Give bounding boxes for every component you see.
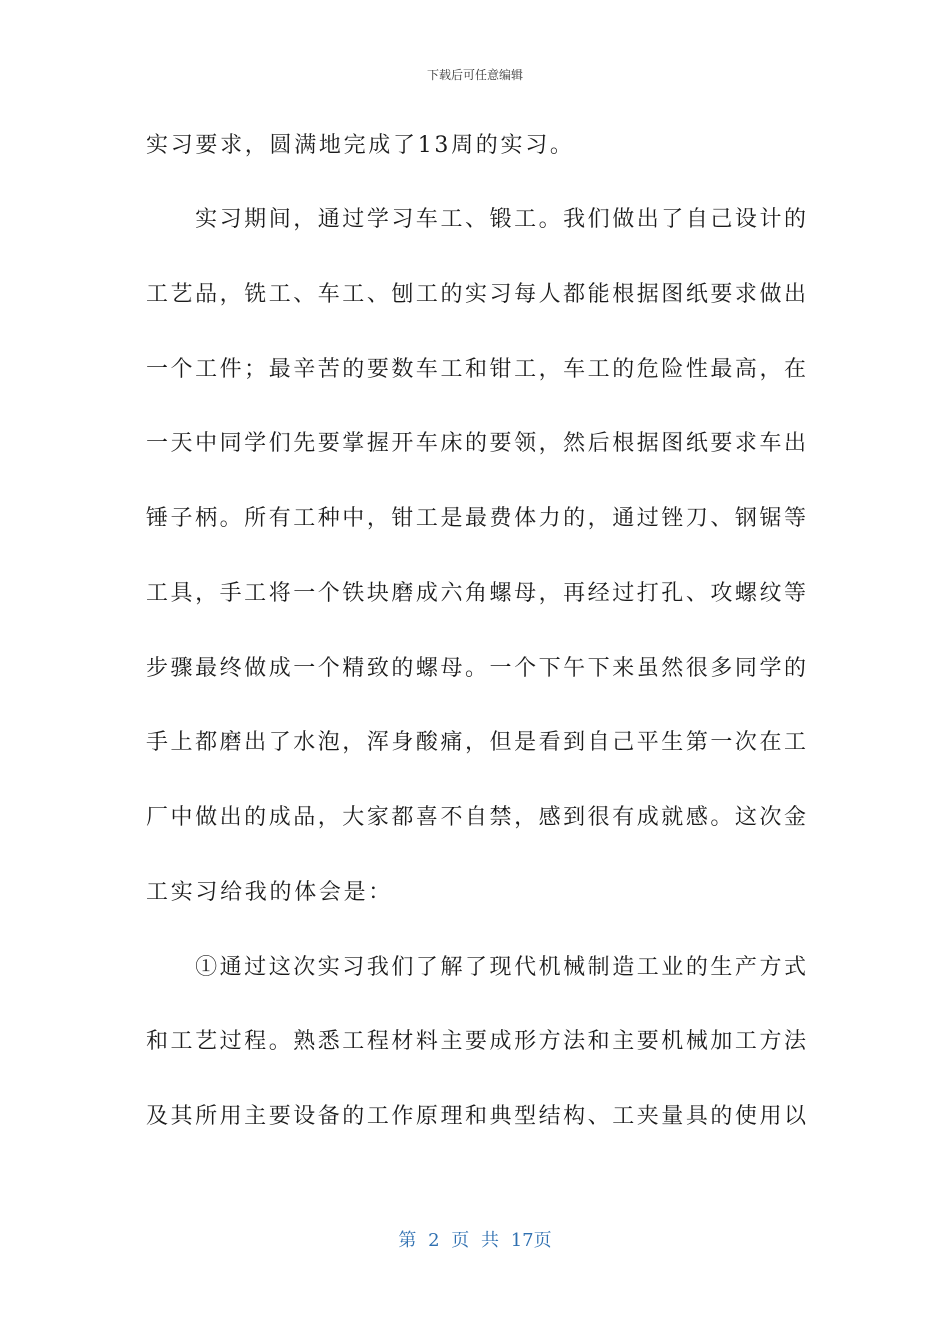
body-line: 一个工件；最辛苦的要数车工和钳工，车工的危险性最高，在 bbox=[146, 357, 806, 382]
body-line: 工实习给我的体会是： bbox=[146, 880, 394, 905]
body-line: 实习要求，圆满地完成了13周的实习。 bbox=[146, 133, 575, 158]
body-line: 手上都磨出了水泡，浑身酸痛，但是看到自己平生第一次在工 bbox=[146, 730, 806, 755]
body-line: 工具，手工将一个铁块磨成六角螺母，再经过打孔、攻螺纹等 bbox=[146, 581, 806, 606]
body-line: 一天中同学们先要掌握开车床的要领，然后根据图纸要求车出 bbox=[146, 431, 806, 456]
body-line: 厂中做出的成品，大家都喜不自禁，感到很有成就感。这次金 bbox=[146, 805, 806, 830]
header-note: 下载后可任意编辑 bbox=[426, 68, 523, 82]
body-line: ①通过这次实习我们了解了现代机械制造工业的生产方式 bbox=[146, 955, 806, 980]
body-line: 工艺品，铣工、车工、刨工的实习每人都能根据图纸要求做出 bbox=[146, 282, 806, 307]
body-line: 锤子柄。所有工种中，钳工是最费体力的，通过锉刀、钢锯等 bbox=[146, 506, 806, 531]
body-line: 和工艺过程。熟悉工程材料主要成形方法和主要机械加工方法 bbox=[146, 1029, 806, 1054]
page-number-footer: 第 2 页 共 17页 bbox=[398, 1230, 552, 1251]
body-line: 实习期间，通过学习车工、锻工。我们做出了自己设计的 bbox=[146, 207, 806, 232]
body-line: 及其所用主要设备的工作原理和典型结构、工夹量具的使用以 bbox=[146, 1104, 806, 1129]
body-line: 步骤最终做成一个精致的螺母。一个下午下来虽然很多同学的 bbox=[146, 656, 806, 681]
